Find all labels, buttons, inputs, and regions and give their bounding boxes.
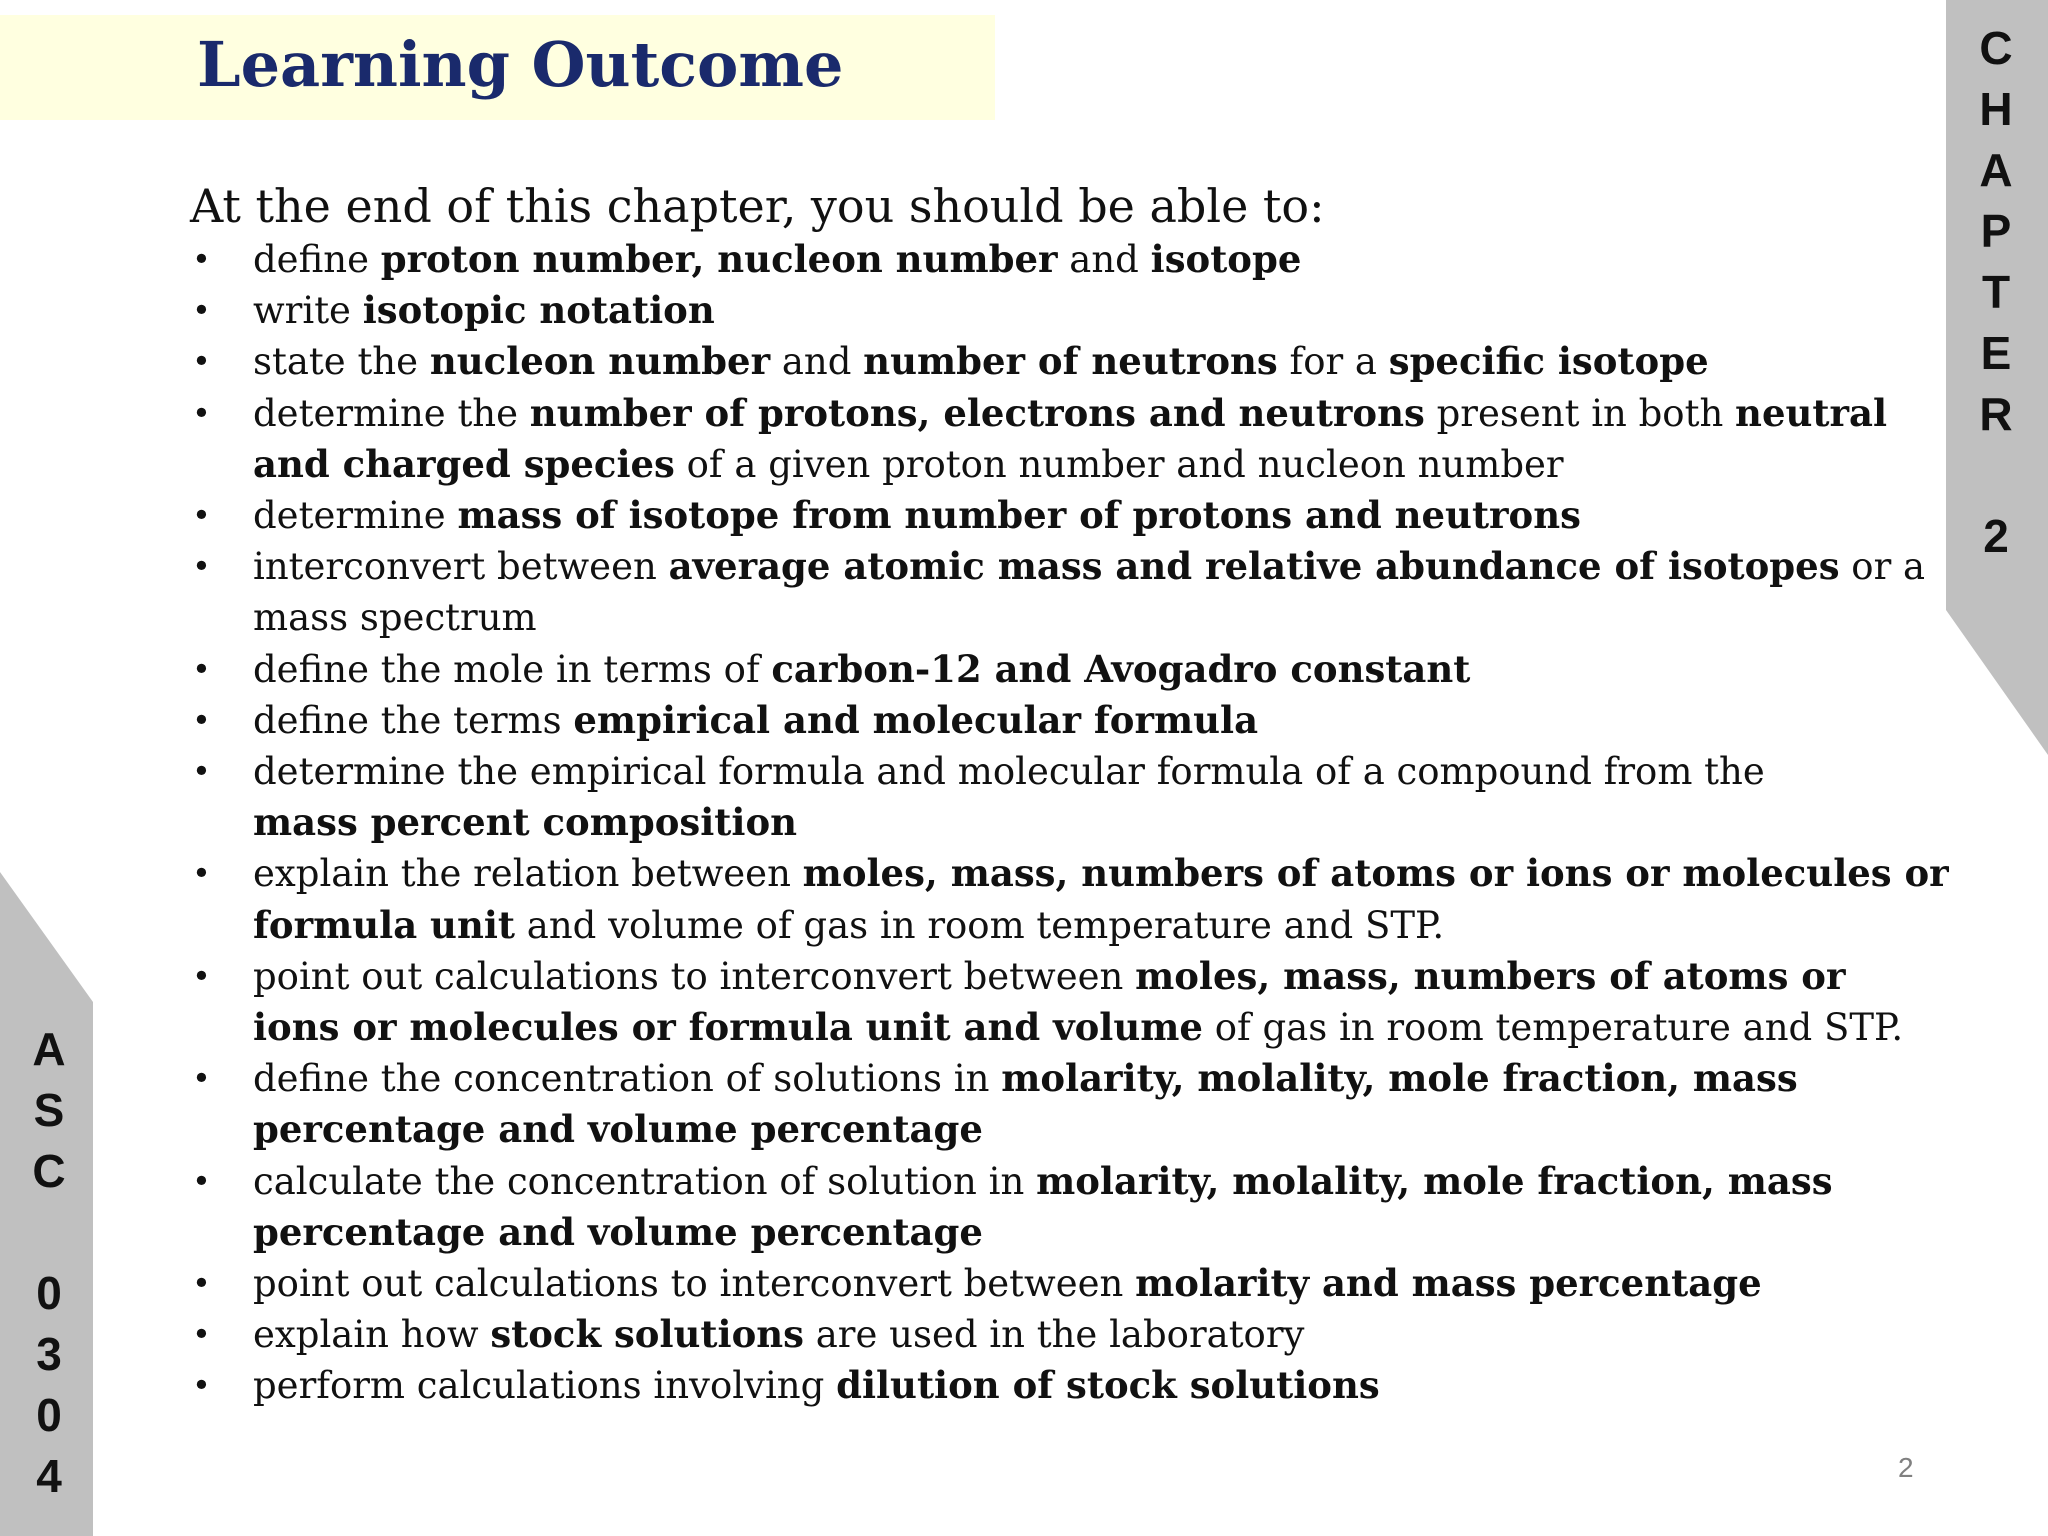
outcome-line — [253, 285, 1890, 336]
outcome-line — [253, 336, 1890, 387]
outcome-text: determine — [253, 494, 458, 538]
outcome-text: and volume of gas in room temperature and STP. — [515, 903, 1445, 947]
outcome-text: determine the empirical formula and molecular formula of a compound from the — [253, 750, 1765, 794]
outcome-text: define the concentration of solutions in — [253, 1057, 1002, 1101]
outcome-item — [190, 1258, 1890, 1309]
outcome-line — [253, 900, 1890, 951]
outcome-line — [253, 644, 1890, 695]
outcome-item — [190, 695, 1890, 746]
outcome-line — [253, 541, 1926, 592]
chapter-letter: E — [1980, 327, 2012, 379]
outcome-item — [190, 1053, 1890, 1155]
outcome-line — [253, 1360, 1890, 1411]
outcome-key-term: proton number, nucleon number — [380, 237, 1058, 281]
outcome-text: and — [1057, 238, 1151, 281]
outcome-text: define the terms — [253, 698, 574, 742]
outcome-text: point out calculations to interconvert between — [253, 954, 1136, 998]
outcome-key-term: formula unit — [253, 902, 515, 947]
slide-title: Learning Outcome — [197, 28, 844, 101]
outcome-line — [253, 1053, 1890, 1104]
chapter-letter: T — [1981, 266, 2011, 318]
outcome-key-term: moles, mass, numbers of atoms or ions or molecules or — [802, 851, 1949, 896]
course-letter: C — [32, 1145, 66, 1197]
course-letter: 0 — [36, 1389, 62, 1441]
page-number: 2 — [1898, 1452, 1914, 1483]
outcome-text: perform calculations involving — [253, 1364, 837, 1408]
chapter-letter: P — [1980, 205, 2012, 257]
outcome-key-term: empirical and molecular formula — [573, 697, 1259, 742]
outcome-text: mass spectrum — [253, 596, 537, 640]
outcome-key-term: isotope — [1150, 237, 1302, 281]
outcome-item — [190, 285, 1890, 336]
chapter-letter: 2 — [1983, 510, 2009, 562]
outcome-text: explain how — [253, 1313, 491, 1357]
outcome-text: state the — [253, 340, 430, 384]
outcome-key-term: molarity and mass percentage — [1135, 1261, 1762, 1306]
outcome-line — [253, 1104, 1890, 1155]
outcome-text: write — [253, 289, 363, 333]
outcome-text: define the mole in terms of — [253, 647, 772, 691]
outcome-key-term: molarity, molality, mole fraction, mass — [1036, 1158, 1833, 1203]
outcome-line — [253, 848, 1949, 899]
outcome-text: and — [770, 340, 864, 384]
outcome-line — [253, 797, 1890, 848]
course-letter: 0 — [36, 1267, 62, 1319]
course-letter: S — [33, 1084, 65, 1136]
outcome-item — [190, 1309, 1890, 1360]
outcome-key-term: isotopic notation — [362, 288, 715, 333]
outcome-item — [190, 951, 1904, 1053]
outcome-line — [253, 1258, 1890, 1309]
outcome-key-term: number of neutrons — [863, 339, 1278, 384]
outcome-text: present in both — [1424, 391, 1736, 435]
outcome-item — [190, 1156, 1890, 1258]
chapter-letter: C — [1979, 22, 2013, 74]
course-letter: 3 — [36, 1328, 62, 1380]
outcome-key-term: dilution of stock solutions — [836, 1363, 1380, 1408]
outcome-text: define — [253, 238, 381, 281]
outcome-key-term: moles, mass, numbers of atoms or — [1135, 953, 1846, 998]
outcome-item — [190, 848, 1949, 950]
outcome-text: of a given proton number and nucleon number — [674, 442, 1564, 486]
slide-content — [190, 178, 1949, 1412]
outcome-line — [253, 746, 1890, 797]
outcome-text: determine the — [253, 391, 530, 435]
outcome-text: calculate the concentration of solution in — [253, 1159, 1037, 1203]
outcome-key-term: number of protons, electrons and neutrons — [529, 390, 1425, 435]
course-code-vertical-label — [0, 1019, 98, 1507]
outcome-key-term: and charged species — [253, 441, 675, 486]
outcome-line — [253, 1309, 1890, 1360]
outcome-line — [253, 1002, 1904, 1053]
chapter-vertical-label — [1944, 18, 2048, 567]
outcome-text: are used in the laboratory — [803, 1313, 1305, 1357]
outcome-key-term: nucleon number — [429, 339, 771, 384]
outcome-key-term: ions or molecules or formula unit and volume — [253, 1005, 1203, 1050]
outcome-item — [190, 541, 1926, 643]
outcome-key-term: average atomic mass and relative abundance of isotopes — [668, 544, 1840, 589]
outcome-line — [253, 388, 1890, 439]
outcome-line — [253, 234, 1890, 285]
outcome-line — [253, 1207, 1890, 1258]
outcome-line — [253, 592, 1890, 643]
outcome-line — [253, 695, 1890, 746]
outcome-key-term: percentage and volume percentage — [253, 1209, 983, 1254]
outcome-key-term: mass of isotope from number of protons and neutrons — [457, 493, 1581, 538]
outcome-key-term: percentage and volume percentage — [253, 1107, 983, 1152]
outcome-item — [190, 644, 1890, 695]
outcome-text: of gas in room temperature and STP. — [1202, 1006, 1904, 1050]
outcome-key-term: neutral — [1735, 390, 1888, 435]
outcome-line — [253, 490, 1890, 541]
outcome-key-term: specific isotope — [1388, 339, 1709, 384]
chapter-letter — [1944, 445, 2048, 506]
outcome-text: for a — [1277, 340, 1389, 384]
outcome-item — [190, 388, 1890, 490]
outcome-item — [190, 234, 1890, 285]
outcome-item — [190, 1360, 1890, 1411]
chapter-letter: A — [1979, 144, 2013, 196]
intro-text: At the end of this chapter, you should be able to: — [190, 179, 1325, 233]
outcome-key-term: stock solutions — [490, 1312, 804, 1357]
outcome-line — [253, 1156, 1890, 1207]
outcome-item — [190, 336, 1890, 387]
course-letter: A — [32, 1023, 66, 1075]
learning-outcomes-list — [190, 234, 1949, 1412]
course-letter: 4 — [36, 1450, 62, 1502]
chapter-letter: H — [1979, 83, 2013, 135]
outcome-key-term: molarity, molality, mole fraction, mass — [1001, 1056, 1798, 1101]
outcome-text: or a — [1839, 545, 1926, 589]
outcome-item — [190, 490, 1890, 541]
outcome-text: point out calculations to interconvert between — [253, 1262, 1136, 1306]
outcome-key-term: mass percent composition — [253, 800, 798, 845]
course-letter — [0, 1202, 98, 1263]
outcome-line — [253, 951, 1890, 1002]
outcome-text: explain the relation between — [253, 852, 803, 896]
outcome-key-term: carbon-12 and Avogadro constant — [771, 646, 1471, 691]
chapter-letter: R — [1979, 388, 2013, 440]
outcome-item — [190, 746, 1890, 848]
outcome-text: interconvert between — [253, 545, 669, 589]
outcome-line — [253, 439, 1890, 490]
